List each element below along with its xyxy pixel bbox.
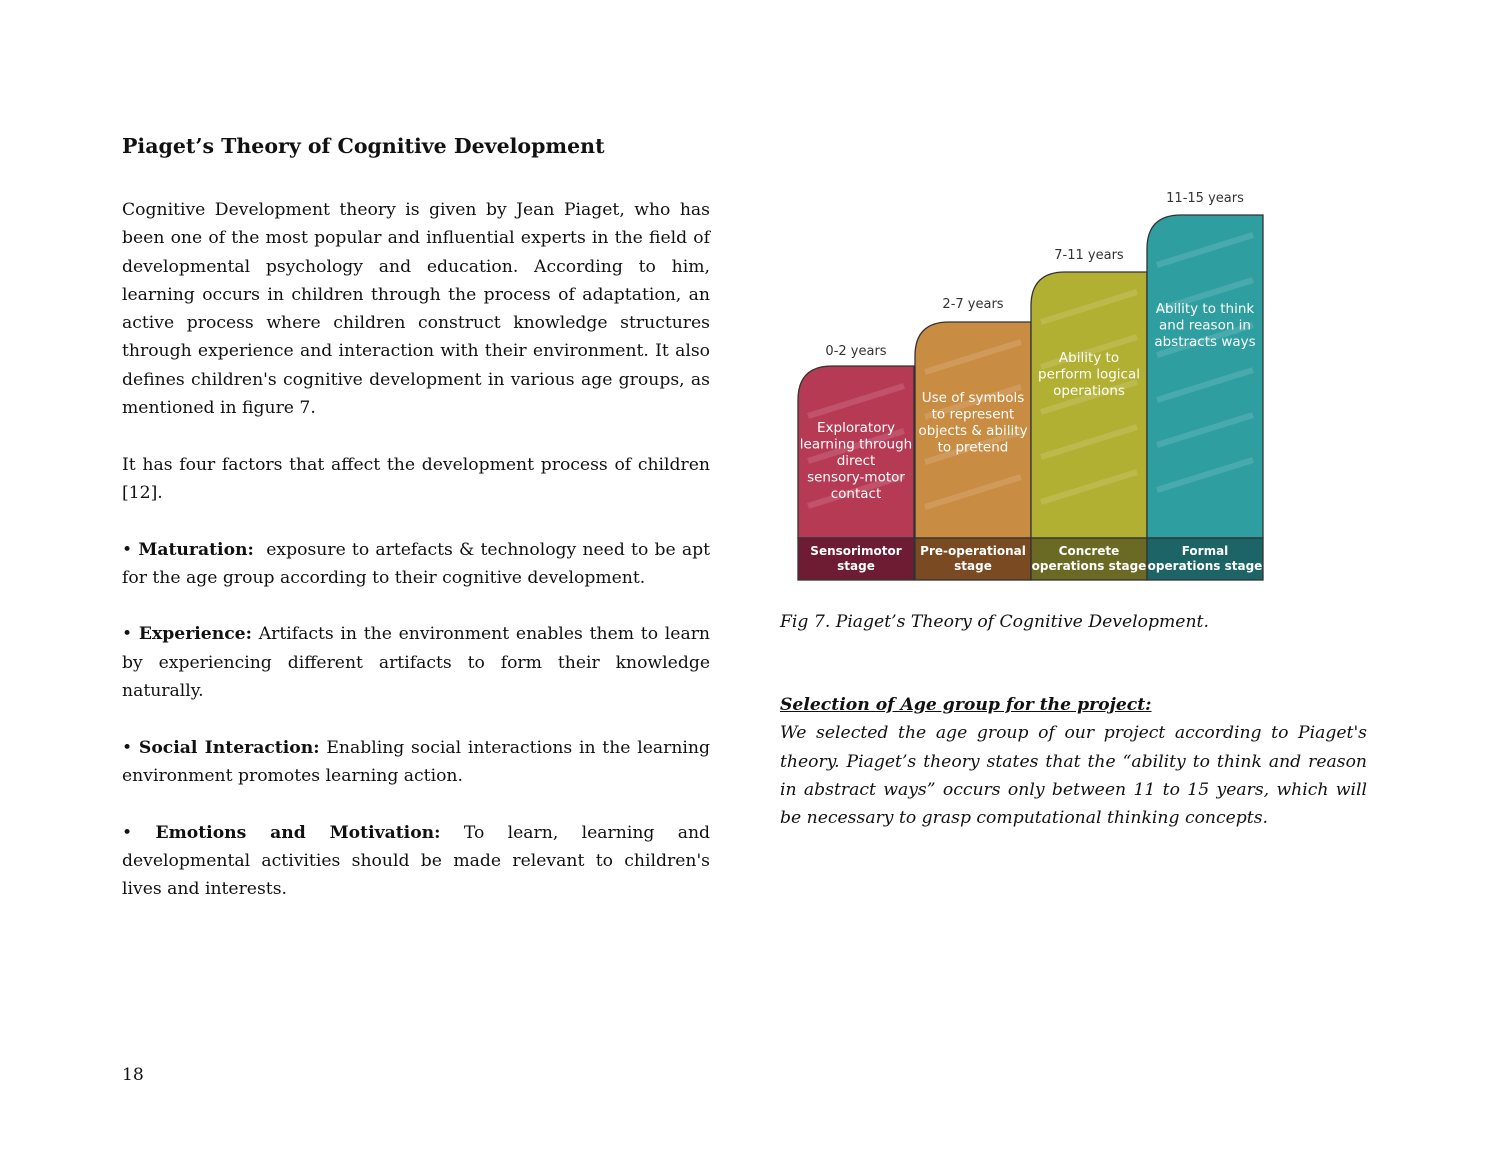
stage-description-line: objects & ability xyxy=(918,423,1028,439)
stage-description-line: contact xyxy=(830,486,882,502)
stage-description-line: perform logical xyxy=(1038,366,1140,383)
factor-term: Emotions and Motivation: xyxy=(155,822,441,843)
factor-maturation xyxy=(122,536,710,593)
factor-text: Enabling social interactions in the learning environment promotes learning action. xyxy=(122,737,710,786)
intro-paragraph: Cognitive Development theory is given by Jean Piaget, who has been one of the most popular and influential experts in the field of developmental psychology and education. According to him, learning occurs in children through the process of adaptation, an active process where children construct knowledge structures through experience and interaction with their environment. It also defines children's cognitive development in various age groups, as mentioned in figure 7. xyxy=(122,200,710,419)
factor-term: Social Interaction: xyxy=(138,737,320,758)
stage-age: 11-15 years xyxy=(1166,191,1244,206)
selection-heading: Selection of Age group for the project: xyxy=(780,695,1152,715)
bullet: • xyxy=(122,539,133,560)
bullet: • xyxy=(122,737,133,758)
stage-age: 2-7 years xyxy=(942,297,1004,312)
factor-text: exposure to artefacts & technology need to be apt for the age group according to their cognitive development. xyxy=(122,539,710,588)
stage-name-line: Formal xyxy=(1181,544,1229,558)
stage-name-line: stage xyxy=(954,559,992,573)
stage-description-line: Ability to think xyxy=(1155,301,1255,317)
selection-body: We selected the age group of our project according to Piaget's theory. Piaget’s theory states that the “ability to think and reason in abstract ways” occurs only between 11 to 15 years, which will be necessary to grasp computational thinking concepts. xyxy=(780,723,1367,829)
stages-diagram xyxy=(780,180,1280,590)
factor-experience xyxy=(122,620,710,705)
left-column xyxy=(122,196,710,932)
stage-description-line: Ability to xyxy=(1058,350,1120,366)
stage-name-line: Sensorimotor xyxy=(810,544,902,558)
factor-text: Artifacts in the environment enables them to learn by experiencing different artifacts to form their knowledge naturally. xyxy=(122,624,710,702)
bullet: • xyxy=(122,624,133,645)
stage-description-line: to pretend xyxy=(937,439,1009,456)
stage-name-line: operations stage xyxy=(1147,559,1263,573)
stage-age: 0-2 years xyxy=(825,344,887,359)
page-number: 18 xyxy=(122,1065,144,1085)
bullet: • xyxy=(122,822,133,843)
stage-age: 7-11 years xyxy=(1054,248,1124,263)
stage-description-line: direct xyxy=(836,453,876,469)
page-heading: Piaget’s Theory of Cognitive Development xyxy=(122,134,605,158)
stage-description-line: Use of symbols xyxy=(921,390,1025,406)
factors-intro: It has four factors that affect the development process of children [12]. xyxy=(122,454,710,503)
stage-name-line: Pre-operational xyxy=(920,544,1026,558)
factor-term: Maturation: xyxy=(138,539,254,560)
stage-description-line: and reason in xyxy=(1159,317,1251,334)
figure-caption: Fig 7. Piaget’s Theory of Cognitive Development. xyxy=(780,612,1209,632)
stage-description-line: sensory-motor xyxy=(807,469,905,486)
stage-name-line: operations stage xyxy=(1031,559,1147,573)
stage-description-line: abstracts ways xyxy=(1154,334,1256,350)
factor-emotions-motivation xyxy=(122,819,710,904)
stage-name-line: Concrete xyxy=(1058,544,1120,558)
stage-description-line: to represent xyxy=(931,406,1015,423)
stage-description-line: Exploratory xyxy=(816,420,896,436)
factor-text: To learn, learning and developmental activities should be made relevant to children's lives and interests. xyxy=(122,822,711,900)
factor-term: Experience: xyxy=(138,624,252,645)
selection-section xyxy=(780,691,1367,832)
stage-name-line: stage xyxy=(837,559,875,573)
factor-social-interaction xyxy=(122,734,710,791)
piaget-stages-figure xyxy=(780,180,1280,590)
stage-description-line: operations xyxy=(1053,383,1125,399)
stage-description-line: learning through xyxy=(799,436,913,453)
